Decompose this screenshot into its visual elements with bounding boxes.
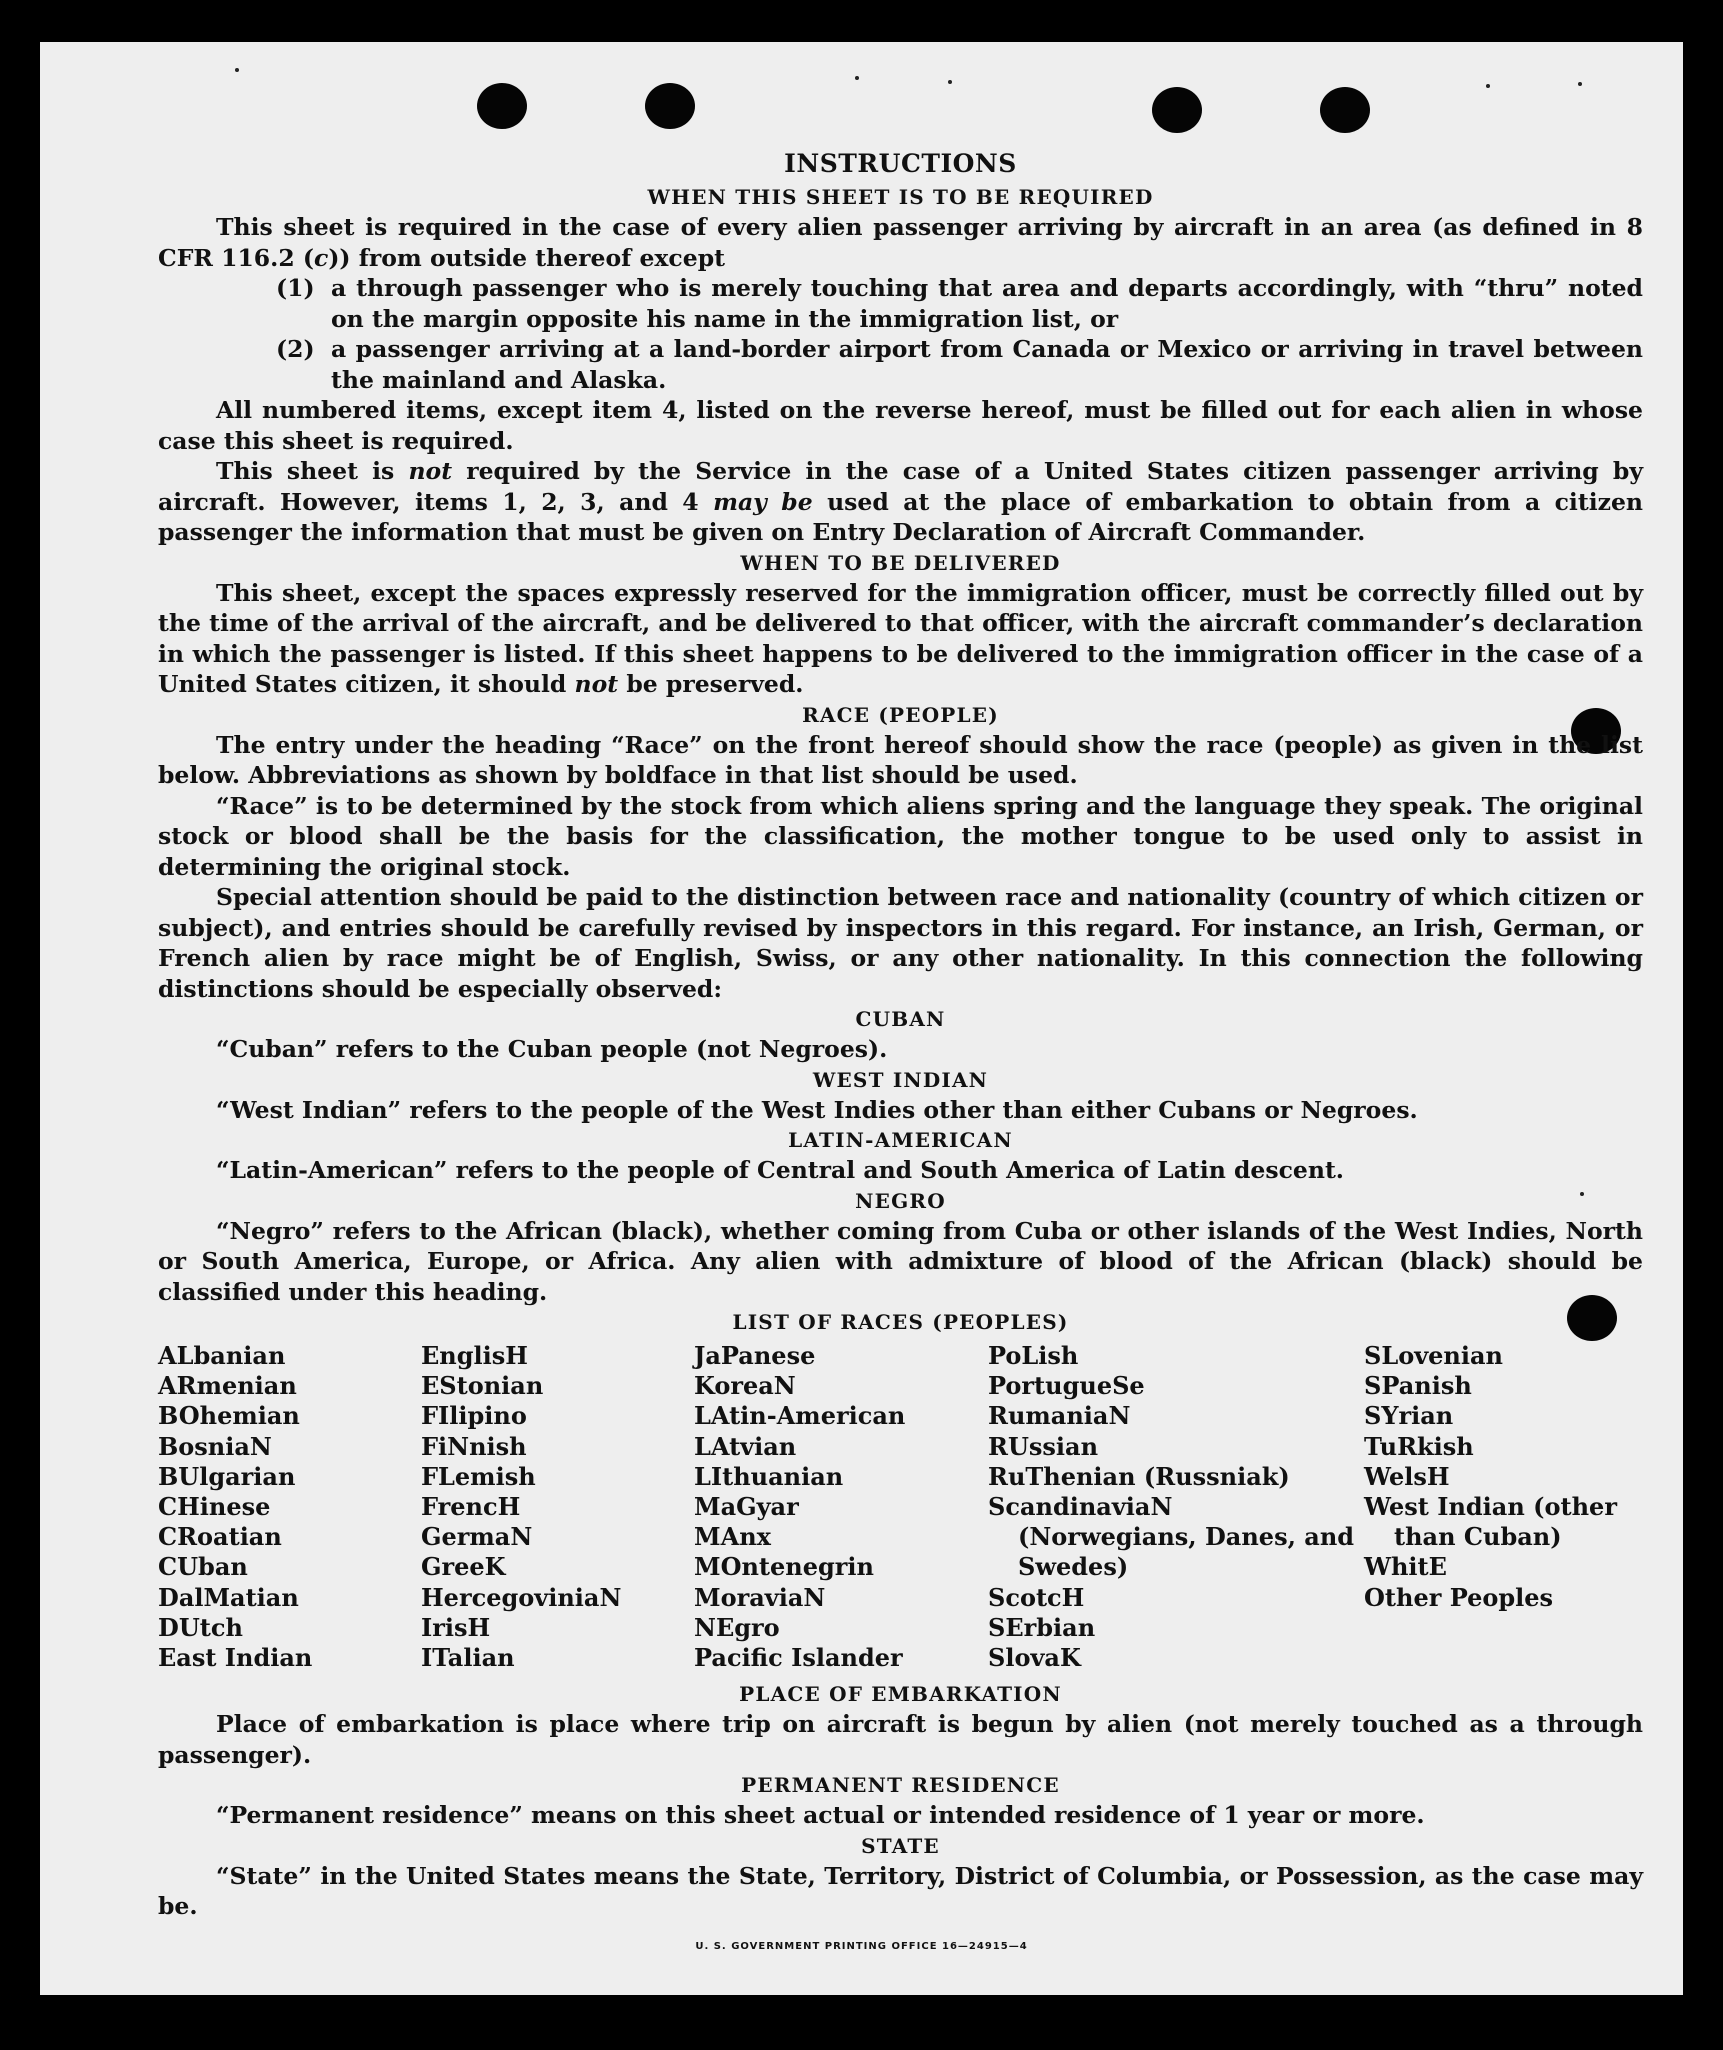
race-item: FiNnish xyxy=(421,1431,527,1461)
text-span: The entry under the heading “Race” on the front hereof should show the race (people) as given in the list below. Abbreviations as shown by xyxy=(158,730,1643,789)
race-item: RuThenian (Russniak) xyxy=(988,1461,1290,1491)
race-item: DUtch xyxy=(158,1612,243,1642)
race-item: MaGyar xyxy=(694,1492,799,1522)
race-item: PortugueSe xyxy=(988,1371,1145,1401)
section-heading: LATIN-AMERICAN xyxy=(788,1128,1013,1152)
race-item: FLemish xyxy=(421,1461,536,1491)
race-column xyxy=(421,1341,686,1673)
text-span: This sheet, except the spaces expressly reserved for the immigration officer, must be correctly filled out by the time of the arrival of the aircraft, and be delivered to that officer, with the aircraft commander’s declaration in which the passenger is listed. If this sheet happens to be delivered to the immigration officer in the case of a United States citizen, it should xyxy=(158,578,1643,698)
race-item: BUlgarian xyxy=(158,1461,296,1491)
text-span: in that list should be used. xyxy=(716,761,1078,789)
race-item: TuRkish xyxy=(1364,1431,1474,1461)
race-item: RUssian xyxy=(988,1431,1099,1461)
race-item: PoLish xyxy=(988,1341,1079,1370)
text-span: be preserved. xyxy=(618,670,804,698)
paragraph: “Race” is to be determined by the stock from which aliens spring and the language they speak. The original stock or blood shall be the basis for the classification, the mother tongue to be used only to assist in determining the original stock. xyxy=(158,791,1643,881)
list-item xyxy=(276,273,1643,334)
speck xyxy=(235,68,239,72)
paragraph xyxy=(158,456,1643,548)
section-heading: WHEN TO BE DELIVERED xyxy=(740,550,1061,575)
race-column xyxy=(158,1341,413,1673)
race-item: EStonian xyxy=(421,1371,544,1401)
text-span: This sheet is required in the case of every alien passenger arriving by aircraft in an area (as defined in 8 CFR 116.2 ( xyxy=(158,213,1643,272)
race-item: CRoatian xyxy=(158,1522,282,1552)
punch-hole xyxy=(477,83,527,129)
race-item: SYrian xyxy=(1364,1401,1454,1431)
race-item: East Indian xyxy=(158,1643,313,1673)
text-span: boldface xyxy=(604,761,717,789)
race-item: ALbanian xyxy=(158,1341,286,1370)
paragraph: “Negro” refers to the African (black), whether coming from Cuba or other islands of the West Indies, North or South America, Europe, or Africa. Any alien with admixture of blood of the African (black) should be classified under this heading. xyxy=(158,1216,1643,1306)
race-item: FIlipino xyxy=(421,1401,527,1431)
race-item: RumaniaN xyxy=(988,1401,1131,1431)
section-heading: LIST OF RACES (PEOPLES) xyxy=(732,1310,1069,1334)
paragraph: All numbered items, except item 4, listed on the reverse hereof, must be filled out for each alien in whose case this sheet is required. xyxy=(158,396,1643,455)
punch-hole xyxy=(645,83,695,129)
section-heading: PLACE OF EMBARKATION xyxy=(739,1682,1062,1707)
race-item: ARmenian xyxy=(158,1371,297,1401)
race-item: MAnx xyxy=(694,1522,771,1552)
item-text: a passenger arriving at a land-border airport from Canada or Mexico or arriving in travel between the mainland and Alaska. xyxy=(331,335,1643,394)
section-heading: WHEN THIS SHEET IS TO BE REQUIRED xyxy=(647,185,1154,209)
race-item: ITalian xyxy=(421,1643,515,1673)
section-heading: RACE (PEOPLE) xyxy=(802,702,999,727)
paragraph: “State” in the United States means the State, Territory, District of Columbia, or Possession, as the case may be. xyxy=(158,1861,1643,1921)
speck xyxy=(1486,84,1490,88)
race-item: CUban xyxy=(158,1552,248,1582)
paragraph: “Permanent residence” means on this sheet actual or intended residence of 1 year or more. xyxy=(216,1801,1425,1830)
paragraph: “Latin-American” refers to the people of Central and South America of Latin descent. xyxy=(216,1156,1344,1184)
race-item: NEgro xyxy=(694,1612,780,1642)
document-sheet xyxy=(40,42,1683,1995)
race-item: GreeK xyxy=(421,1552,506,1582)
race-item: BosniaN xyxy=(158,1431,272,1461)
race-item: BOhemian xyxy=(158,1401,300,1431)
race-item: SLovenian xyxy=(1364,1341,1503,1370)
instructions-content xyxy=(158,146,1643,1922)
section-heading: STATE xyxy=(861,1833,940,1858)
race-item: SlovaK xyxy=(988,1643,1081,1673)
section-heading: NEGRO xyxy=(855,1188,946,1213)
race-item: DalMatian xyxy=(158,1582,299,1612)
item-number: (1) xyxy=(276,274,315,302)
text-span: This sheet is xyxy=(216,457,409,485)
race-item: MoraviaN xyxy=(694,1582,826,1612)
race-item: KoreaN xyxy=(694,1371,796,1401)
page-title: INSTRUCTIONS xyxy=(784,149,1017,178)
section-heading: PERMANENT RESIDENCE xyxy=(741,1773,1060,1798)
text-span: may be xyxy=(713,487,813,516)
speck xyxy=(855,76,859,80)
printer-footer: U. S. GOVERNMENT PRINTING OFFICE 16—24915—4 xyxy=(695,1941,1028,1952)
text-span: )) from outside thereof except xyxy=(328,243,725,272)
race-column xyxy=(988,1341,1356,1673)
speck xyxy=(948,80,952,84)
race-item: GermaN xyxy=(421,1522,533,1552)
section-heading: CUBAN xyxy=(855,1007,946,1031)
race-item: LIthuanian xyxy=(694,1461,844,1491)
race-item: HercegoviniaN xyxy=(421,1582,622,1612)
race-item: EnglisH xyxy=(421,1341,528,1370)
text-span: required by the Service in the case of a United States citizen passenger arriving by aircraft. However, items 1, 2, 3, and 4 xyxy=(158,457,1643,516)
text-span: not xyxy=(574,670,619,698)
punch-hole xyxy=(1152,87,1202,133)
item-text: a through passenger who is merely touching that area and departs accordingly, with “thru” noted on the margin opposite his name in the immigration list, or xyxy=(331,274,1643,333)
race-column xyxy=(694,1341,980,1673)
text-span: not xyxy=(408,457,453,485)
race-item: Other Peoples xyxy=(1364,1582,1554,1612)
section-heading: WEST INDIAN xyxy=(812,1067,989,1092)
paragraph: Special attention should be paid to the distinction between race and nationality (country of which citizen or subject), and entries should be carefully revised by inspectors in this regard. For instance, an Irish, German, or French alien by race might be of English, Swiss, or any other nationality. In this connection the following distinctions should be especially observed: xyxy=(158,883,1643,1003)
race-item: FrencH xyxy=(421,1492,521,1522)
paragraph: “West Indian” refers to the people of the West Indies other than either Cubans or Negroes. xyxy=(216,1095,1418,1124)
race-item: SPanish xyxy=(1364,1371,1472,1401)
race-item: IrisH xyxy=(421,1612,491,1642)
race-item: LAtin-American xyxy=(694,1401,906,1431)
race-item: Pacific Islander xyxy=(694,1643,903,1673)
list-item xyxy=(276,334,1643,395)
text-span: used at the place of embarkation to obtain from a citizen passenger the information that must be given on Entry Declaration of Aircraft Commander. xyxy=(158,487,1643,546)
race-item: MOntenegrin xyxy=(694,1552,874,1582)
race-item: WhitE xyxy=(1364,1552,1447,1582)
text-span: c xyxy=(314,243,329,272)
paragraph xyxy=(158,578,1643,700)
paragraph: “Cuban” refers to the Cuban people (not Negroes). xyxy=(216,1035,888,1063)
speck xyxy=(1578,82,1582,86)
race-list xyxy=(158,1341,1643,1673)
race-item: CHinese xyxy=(158,1492,271,1522)
paragraph xyxy=(158,212,1643,273)
race-column xyxy=(1364,1341,1644,1673)
race-item: JaPanese xyxy=(694,1341,816,1370)
race-item: ScandinaviaN (Norwegians, Danes, and Swedes) xyxy=(988,1492,1355,1582)
race-item: West Indian (other than Cuban) xyxy=(1364,1492,1617,1552)
race-item: SErbian xyxy=(988,1612,1096,1642)
paragraph xyxy=(158,730,1643,791)
paragraph: Place of embarkation is place where trip on aircraft is begun by alien (not merely touched as a through passenger). xyxy=(158,1710,1643,1769)
race-item: ScotcH xyxy=(988,1582,1085,1612)
race-item: LAtvian xyxy=(694,1431,797,1461)
race-item: WelsH xyxy=(1364,1461,1450,1491)
item-number: (2) xyxy=(276,335,315,363)
punch-hole xyxy=(1320,87,1370,133)
